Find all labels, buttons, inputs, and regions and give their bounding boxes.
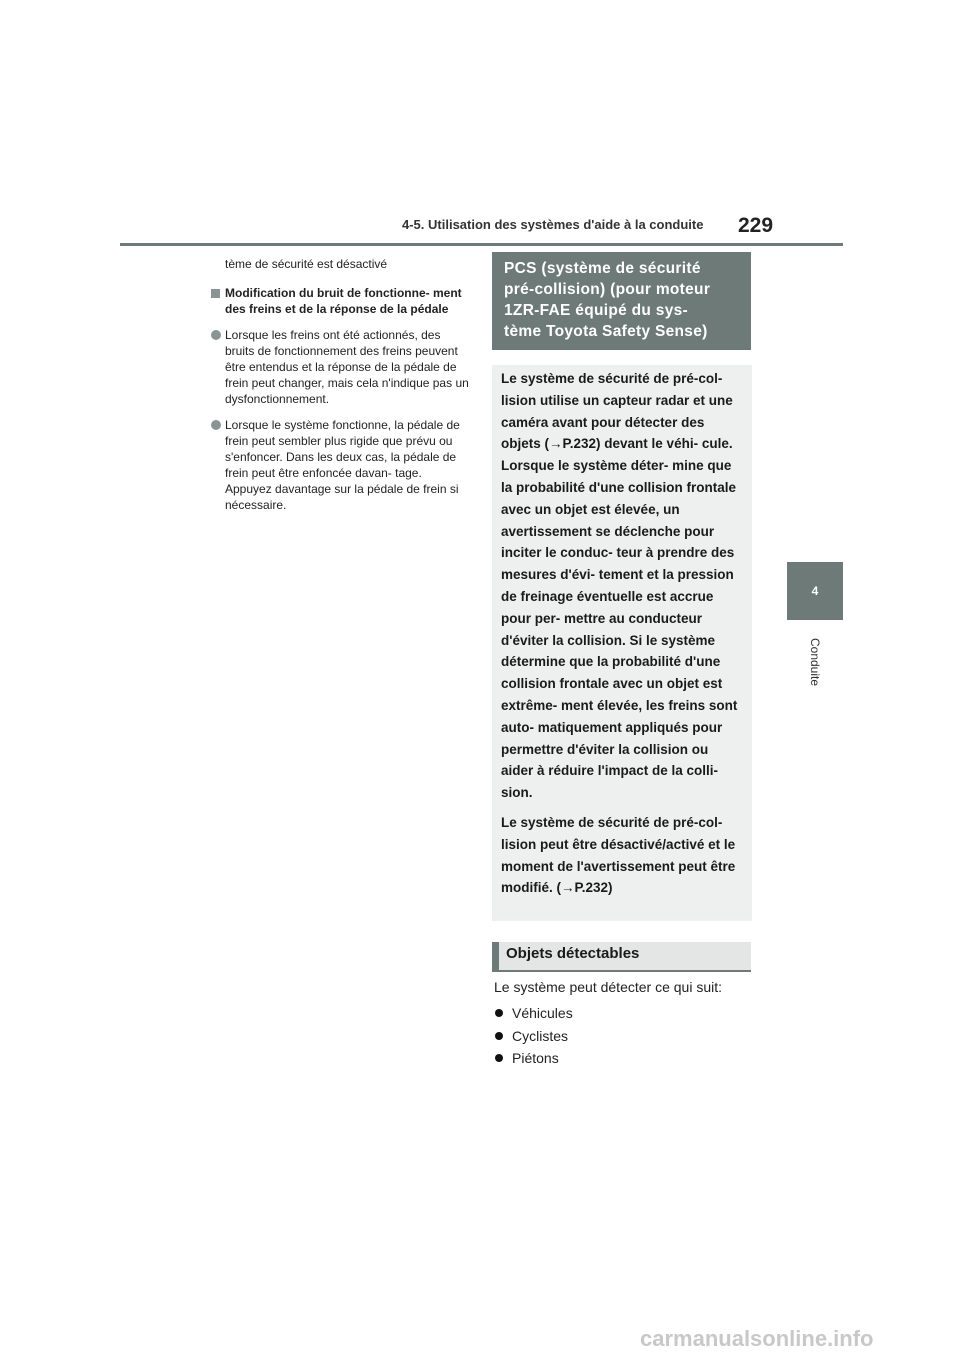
list-item (211, 417, 471, 513)
list-item (211, 327, 471, 407)
subsection-header: Objets détectables (492, 942, 751, 972)
chapter-label (790, 632, 840, 692)
bullet-dot-icon (495, 1009, 503, 1017)
watermark: carmanualsonline.info (640, 1326, 874, 1351)
left-column (211, 256, 471, 523)
section-title-block (492, 252, 751, 350)
header-rule (120, 243, 843, 246)
list-item-text: Lorsque les freins ont été actionnés, des bruits de fonctionnement des freins peuvent être entendus et la réponse de la pédale de frein peut changer, mais cela n'indique pas un dysfonctionnement. (225, 328, 469, 406)
intro-paragraph: Le système de sécurité de pré-col- lision peut être désactivé/activé et le moment de l'avertissement peut être modifié. (→P.232) (501, 814, 736, 896)
page-number: 229 (738, 214, 774, 237)
list-item (494, 1025, 573, 1048)
list-item (494, 1047, 573, 1070)
section-title-line: tème Toyota Safety Sense) (504, 323, 708, 340)
chapter-label-text: Conduite (807, 637, 822, 687)
continued-text: tème de sécurité est désactivé (225, 257, 388, 271)
intro-box (492, 365, 752, 921)
section-title-line: PCS (système de sécurité (504, 260, 701, 277)
list-item-text: Lorsque le système fonctionne, la pédale de frein peut sembler plus rigide que prévu ou s'enfoncer. Dans les deux cas, la pédale de frein peut être enfoncée davan- tage. Appuyez davantage sur la pédale de frein si nécessaire. (225, 418, 460, 512)
list-item-text: Cyclistes (512, 1027, 569, 1044)
section-title-line: pré-collision) (pour moteur (504, 281, 711, 298)
running-header-title: 4-5. Utilisation des systèmes d'aide à la conduite (402, 217, 704, 232)
subsection-heading (211, 285, 471, 317)
bullet-dot-icon (495, 1032, 503, 1040)
circle-bullet-icon (211, 420, 221, 430)
circle-bullet-icon (211, 330, 221, 340)
list-item-text: Véhicules (512, 1005, 573, 1021)
detect-intro-text: Le système peut détecter ce qui suit: (494, 979, 723, 995)
detect-list (494, 1002, 573, 1070)
subsection-heading-text: Modification du bruit de fonctionne- ment des freins et de la réponse de la pédale (225, 286, 462, 316)
list-item-text: Piétons (512, 1050, 559, 1066)
chapter-tab (787, 562, 843, 620)
chapter-number: 4 (811, 584, 819, 598)
bullet-dot-icon (495, 1054, 503, 1062)
intro-paragraph: Le système de sécurité de pré-col- lision utilise un capteur radar et une caméra avant pour détecter des objets (→P.232) devant le véhi- cule. Lorsque le système déter- mine que la probabilité d'une collision frontale avec un objet est élevée, un avertissement se déclenche pour inciter le conduc- teur à prendre des mesures d'évi- tement et la pression de freinage éventuelle est accrue pour per- mettre au conducteur d'éviter la collision. Si le système détermine que la probabilité d'une collision frontale avec un objet est extrême- ment élevée, les freins sont auto- matiquement appliqués pour permettre d'éviter la collision ou aider à réduire l'impact de la colli- sion. (501, 371, 738, 801)
section-title-line: 1ZR-FAE équipé du sys- (504, 302, 689, 319)
square-bullet-icon (211, 289, 220, 298)
list-item (494, 1002, 573, 1025)
